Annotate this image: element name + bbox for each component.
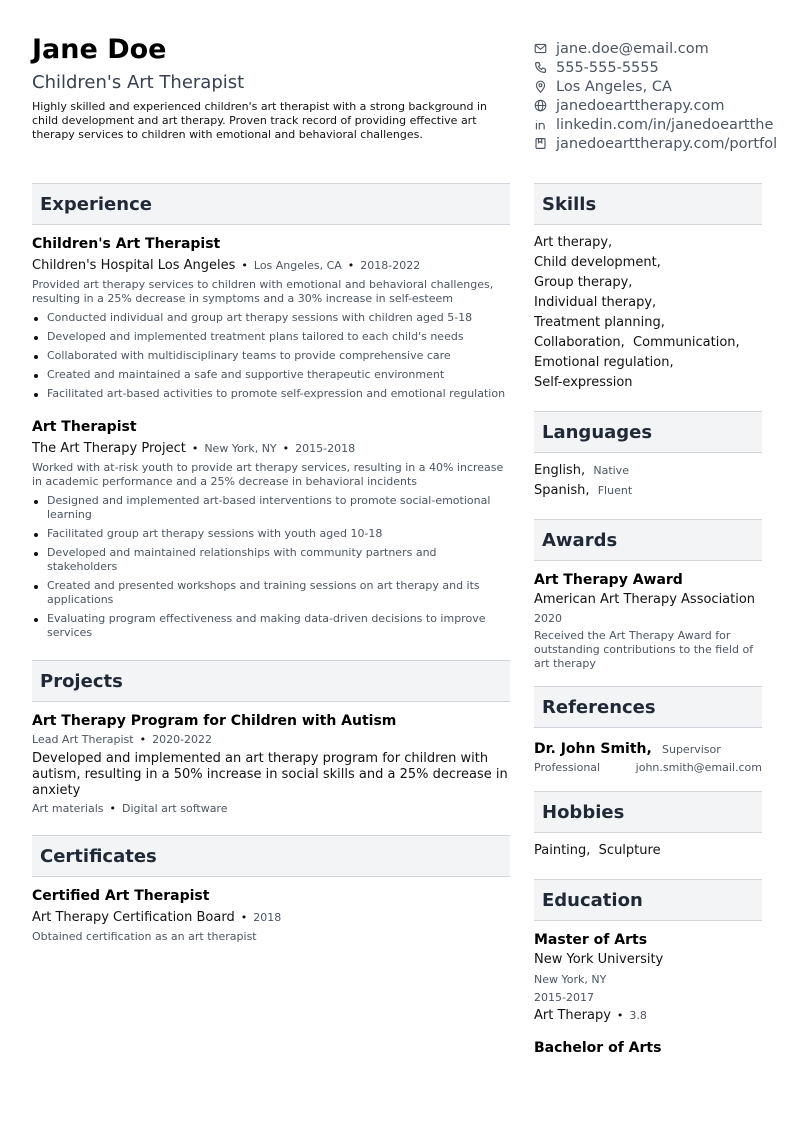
contact-list	[534, 39, 794, 153]
school: New York University	[534, 952, 664, 967]
skills-list	[534, 233, 762, 393]
skill: Individual therapy,	[534, 295, 657, 310]
hobby: Painting,	[534, 843, 591, 858]
profile-summary: Highly skilled and experienced children's art therapist with a strong background in child development and art therapy. Proven track record of providing effective art therapy services to children with emotional and behavioral challenges.	[32, 100, 488, 141]
award-year: 2020	[534, 612, 562, 625]
contact-text: jane.doe@email.com	[556, 40, 709, 57]
degree: Master of Arts	[534, 932, 648, 948]
reference-name: Dr. John Smith,	[534, 741, 652, 757]
language-name: English,	[534, 463, 586, 478]
list-item: Facilitated group art therapy sessions with youth aged 10-18	[32, 527, 510, 541]
resume-header	[32, 34, 492, 142]
separator: •	[109, 802, 116, 815]
references-heading	[534, 686, 762, 728]
contact-location	[534, 77, 794, 96]
contact-text: janedoearttherapy.com	[556, 97, 725, 114]
hobbies-heading	[534, 791, 762, 833]
reference-email[interactable]: john.smith@email.com	[635, 761, 762, 774]
education-item	[534, 931, 762, 1023]
job-location: Los Angeles, CA	[253, 259, 342, 272]
job-location: New York, NY	[204, 442, 277, 455]
certificate-issuer: Art Therapy Certification Board	[32, 910, 235, 925]
skill: Treatment planning,	[534, 315, 665, 330]
candidate-name: Jane Doe	[32, 34, 167, 65]
job-bullets	[32, 311, 510, 401]
hobbies-list	[534, 841, 762, 861]
globe-icon	[534, 99, 547, 112]
language-item	[534, 461, 762, 481]
education-heading	[534, 879, 762, 921]
contact-text: linkedin.com/in/janedoeartthe	[556, 116, 774, 133]
section-title: Languages	[542, 421, 653, 443]
section-title: Experience	[40, 193, 152, 215]
list-item: Created and presented workshops and training sessions on art therapy and its applications	[32, 579, 510, 607]
reference-item	[534, 738, 762, 774]
project-role: Lead Art Therapist	[32, 733, 134, 746]
experience-item	[32, 418, 510, 640]
list-item: Conducted individual and group art therapy sessions with children aged 5-18	[32, 311, 510, 325]
skill: Group therapy,	[534, 275, 633, 290]
certificate-year: 2018	[253, 911, 282, 924]
skill-row	[534, 333, 762, 353]
separator: •	[282, 442, 290, 455]
job-bullets	[32, 494, 510, 640]
skill: Communication,	[633, 335, 740, 350]
section-title: Education	[542, 889, 643, 911]
list-item: Collaborated with multidisciplinary teams to provide comprehensive care	[32, 349, 510, 363]
award-description: Received the Art Therapy Award for outstanding contributions to the field of art therapy	[534, 629, 754, 670]
skill: Art therapy,	[534, 235, 613, 250]
experience-heading	[32, 183, 510, 225]
section-title: Hobbies	[542, 801, 625, 823]
job-title: Children's Art Therapist	[32, 236, 221, 252]
list-item: Developed and maintained relationships with community partners and stakeholders	[32, 546, 510, 574]
section-title: Certificates	[40, 845, 157, 867]
candidate-role: Children's Art Therapist	[32, 72, 245, 93]
skill: Child development,	[534, 255, 661, 270]
list-item: Developed and implemented treatment plans tailored to each child's needs	[32, 330, 510, 344]
job-dates: 2015-2018	[295, 442, 356, 455]
reference-position: Supervisor	[661, 743, 721, 756]
hobby: Sculpture	[598, 843, 661, 858]
project-dates: 2020-2022	[152, 733, 213, 746]
languages-heading	[534, 411, 762, 453]
reference-relation: Professional	[534, 761, 601, 774]
project-tool: Digital art software	[122, 802, 228, 815]
award-item	[534, 571, 762, 671]
phone-icon	[534, 61, 547, 74]
contact-portfolio[interactable]	[534, 134, 794, 153]
languages-list	[534, 461, 762, 501]
main-column	[32, 183, 510, 944]
contact-phone[interactable]	[534, 58, 794, 77]
skill: Collaboration,	[534, 335, 625, 350]
certificates-heading	[32, 835, 510, 877]
job-dates: 2018-2022	[360, 259, 421, 272]
mail-icon	[534, 42, 547, 55]
language-level: Native	[593, 464, 629, 477]
contact-website[interactable]	[534, 96, 794, 115]
field-of-study: Art Therapy	[534, 1008, 611, 1023]
separator: •	[241, 259, 248, 272]
gpa: 3.8	[629, 1009, 647, 1022]
linkedin-icon	[534, 118, 547, 131]
contact-email[interactable]	[534, 39, 794, 58]
side-column	[534, 183, 762, 1057]
separator: •	[616, 1009, 624, 1022]
project-item	[32, 712, 510, 815]
skill: Emotional regulation,	[534, 355, 674, 370]
job-summary: Provided art therapy services to children with emotional and behavioral challenges, resulting in a 25% decrease in symptoms and a 30% increase in self-esteem	[32, 278, 494, 305]
employer: The Art Therapy Project	[32, 441, 186, 456]
school-location: New York, NY	[534, 973, 607, 986]
section-title: Projects	[40, 670, 123, 692]
language-name: Spanish,	[534, 483, 590, 498]
certificate-item	[32, 887, 510, 944]
contact-text: Los Angeles, CA	[556, 78, 672, 95]
section-title: Awards	[542, 529, 618, 551]
award-org: American Art Therapy Association	[534, 592, 756, 607]
awards-heading	[534, 519, 762, 561]
employer: Children's Hospital Los Angeles	[32, 258, 236, 273]
separator: •	[347, 259, 355, 272]
degree: Bachelor of Arts	[534, 1040, 662, 1056]
list-item: Facilitated art-based activities to promote self-expression and emotional regulation	[32, 387, 510, 401]
skill: Self-expression	[534, 375, 633, 390]
language-level: Fluent	[597, 484, 633, 497]
award-title: Art Therapy Award	[534, 572, 683, 588]
contact-text: 555-555-5555	[556, 59, 659, 76]
contact-text: janedoearttherapy.com/portfol	[556, 135, 778, 152]
education-item	[534, 1039, 762, 1057]
list-item: Evaluating program effectiveness and making data-driven decisions to improve services	[32, 612, 510, 640]
job-summary: Worked with at-risk youth to provide art therapy services, resulting in a 40% increase in academic performance and a 25% decrease in behavioral incidents	[32, 461, 504, 488]
language-item	[534, 481, 762, 501]
list-item: Designed and implemented art-based interventions to promote social-emotional learning	[32, 494, 510, 522]
section-title: Skills	[542, 193, 597, 215]
portfolio-icon	[534, 137, 547, 150]
projects-heading	[32, 660, 510, 702]
project-tool: Art materials	[32, 802, 104, 815]
list-item: Created and maintained a safe and supportive therapeutic environment	[32, 368, 510, 382]
separator: •	[191, 442, 199, 455]
contact-linkedin[interactable]	[534, 115, 794, 134]
education-dates: 2015-2017	[534, 991, 594, 1004]
section-title: References	[542, 696, 656, 718]
separator: •	[139, 733, 147, 746]
job-title: Art Therapist	[32, 419, 137, 435]
location-icon	[534, 80, 547, 93]
project-description: Developed and implemented an art therapy program for children with autism, resulting in a 50% increase in social skills and a 25% decrease in anxiety	[32, 751, 508, 798]
separator: •	[240, 911, 248, 924]
project-title: Art Therapy Program for Children with Autism	[32, 713, 397, 729]
certificate-title: Certified Art Therapist	[32, 888, 210, 904]
skills-heading	[534, 183, 762, 225]
certificate-description: Obtained certification as an art therapist	[32, 930, 257, 943]
experience-item	[32, 235, 510, 401]
